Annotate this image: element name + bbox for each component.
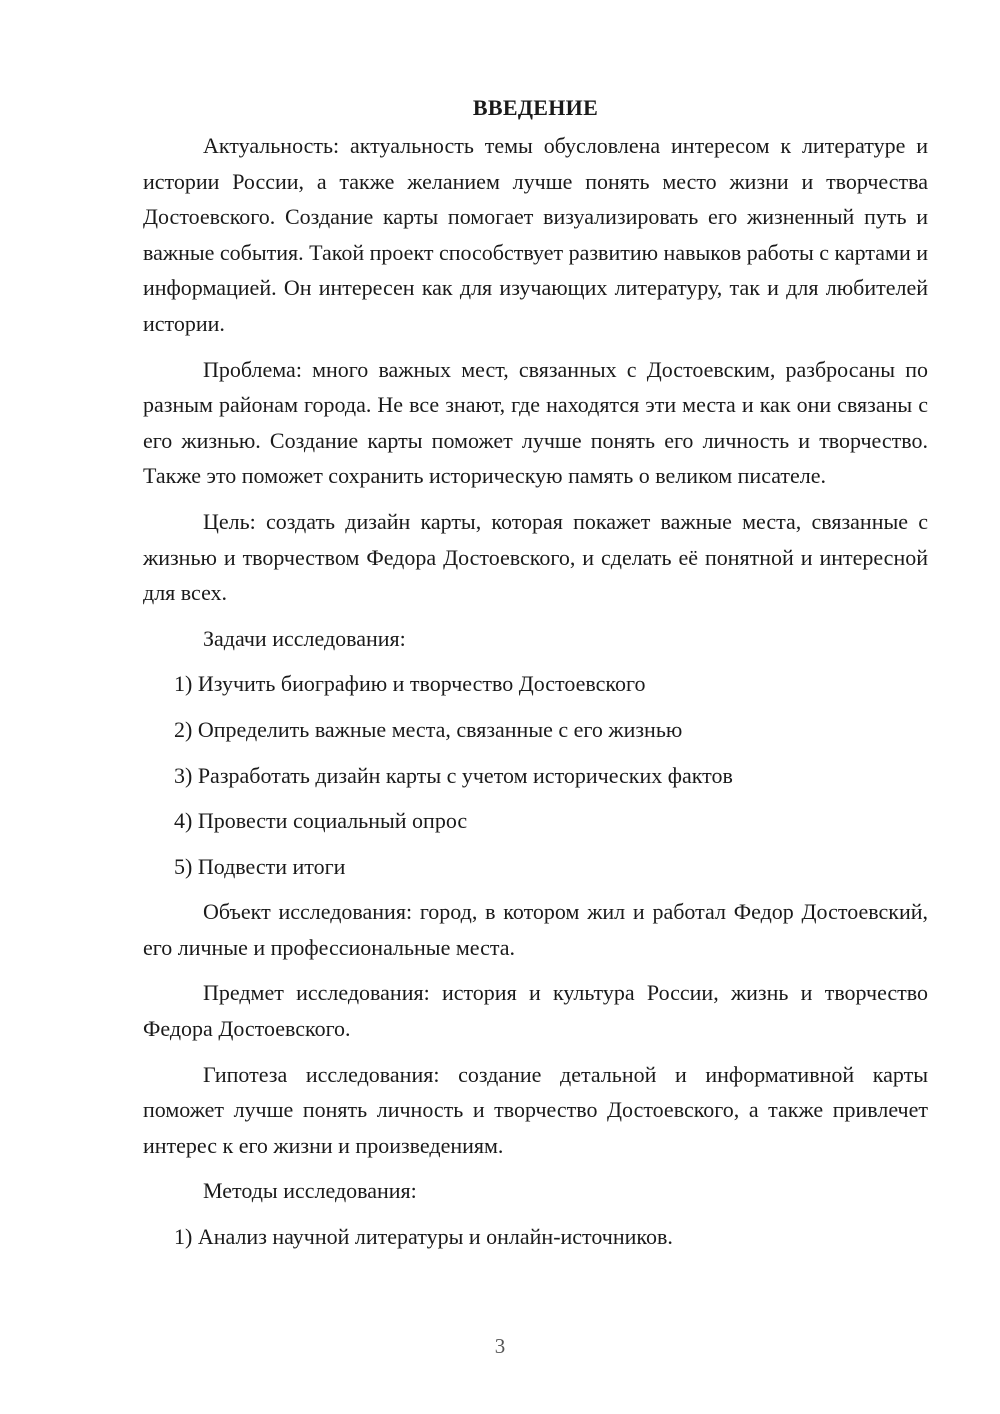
goal-paragraph: Цель: создать дизайн карты, которая покажет важные места, связанные с жизнью и творчеством Федора Достоевского, и сделать её понятной и интересной для всех.: [143, 508, 928, 606]
relevance-paragraph: Актуальность: актуальность темы обусловлена интересом к литературе и истории России, а также желанием лучше понять место жизни и творчества Достоевского. Создание карты помогает визуализировать его жизненный путь и важные события. Такой проект способствует развитию навыков работы с картами и информацией. Он интересен как для изучающих литературу, так и для любителей истории.: [143, 133, 928, 336]
tasks-list: [143, 666, 928, 884]
section-heading: ВВЕДЕНИЕ: [472, 95, 599, 120]
task-item: 2) Определить важные места, связанные с его жизнью: [174, 716, 683, 742]
task-item: 4) Провести социальный опрос: [174, 808, 468, 834]
methods-list: [143, 1219, 928, 1255]
task-item: 3) Разработать дизайн карты с учетом исторических фактов: [174, 762, 733, 788]
subject-paragraph: Предмет исследования: история и культура России, жизнь и творчество Федора Достоевского.: [143, 980, 928, 1042]
object-paragraph: Объект исследования: город, в котором жил и работал Федор Достоевский, его личные и профессиональные места.: [143, 899, 928, 960]
task-item: 1) Изучить биографию и творчество Достоевского: [174, 671, 646, 697]
hypothesis-paragraph: Гипотеза исследования: создание детальной и информативной карты поможет лучше понять личность и творчество Достоевского, а также привлечет интерес к его жизни и произведениям.: [143, 1061, 928, 1158]
document-page: [143, 92, 928, 1265]
task-item: 5) Подвести итоги: [174, 853, 346, 879]
methods-label: Методы исследования:: [203, 1178, 417, 1204]
tasks-label: Задачи исследования:: [203, 625, 406, 651]
method-item: 1) Анализ научной литературы и онлайн-источников.: [174, 1224, 673, 1250]
problem-paragraph: Проблема: много важных мест, связанных с Достоевским, разбросаны по разным районам города. Не все знают, где находятся эти места и как они связаны с его жизнью. Создание карты поможет лучше понять его личность и творчество. Также это поможет сохранить историческую память о великом писателе.: [143, 356, 928, 489]
page-number: 3: [494, 1334, 506, 1358]
